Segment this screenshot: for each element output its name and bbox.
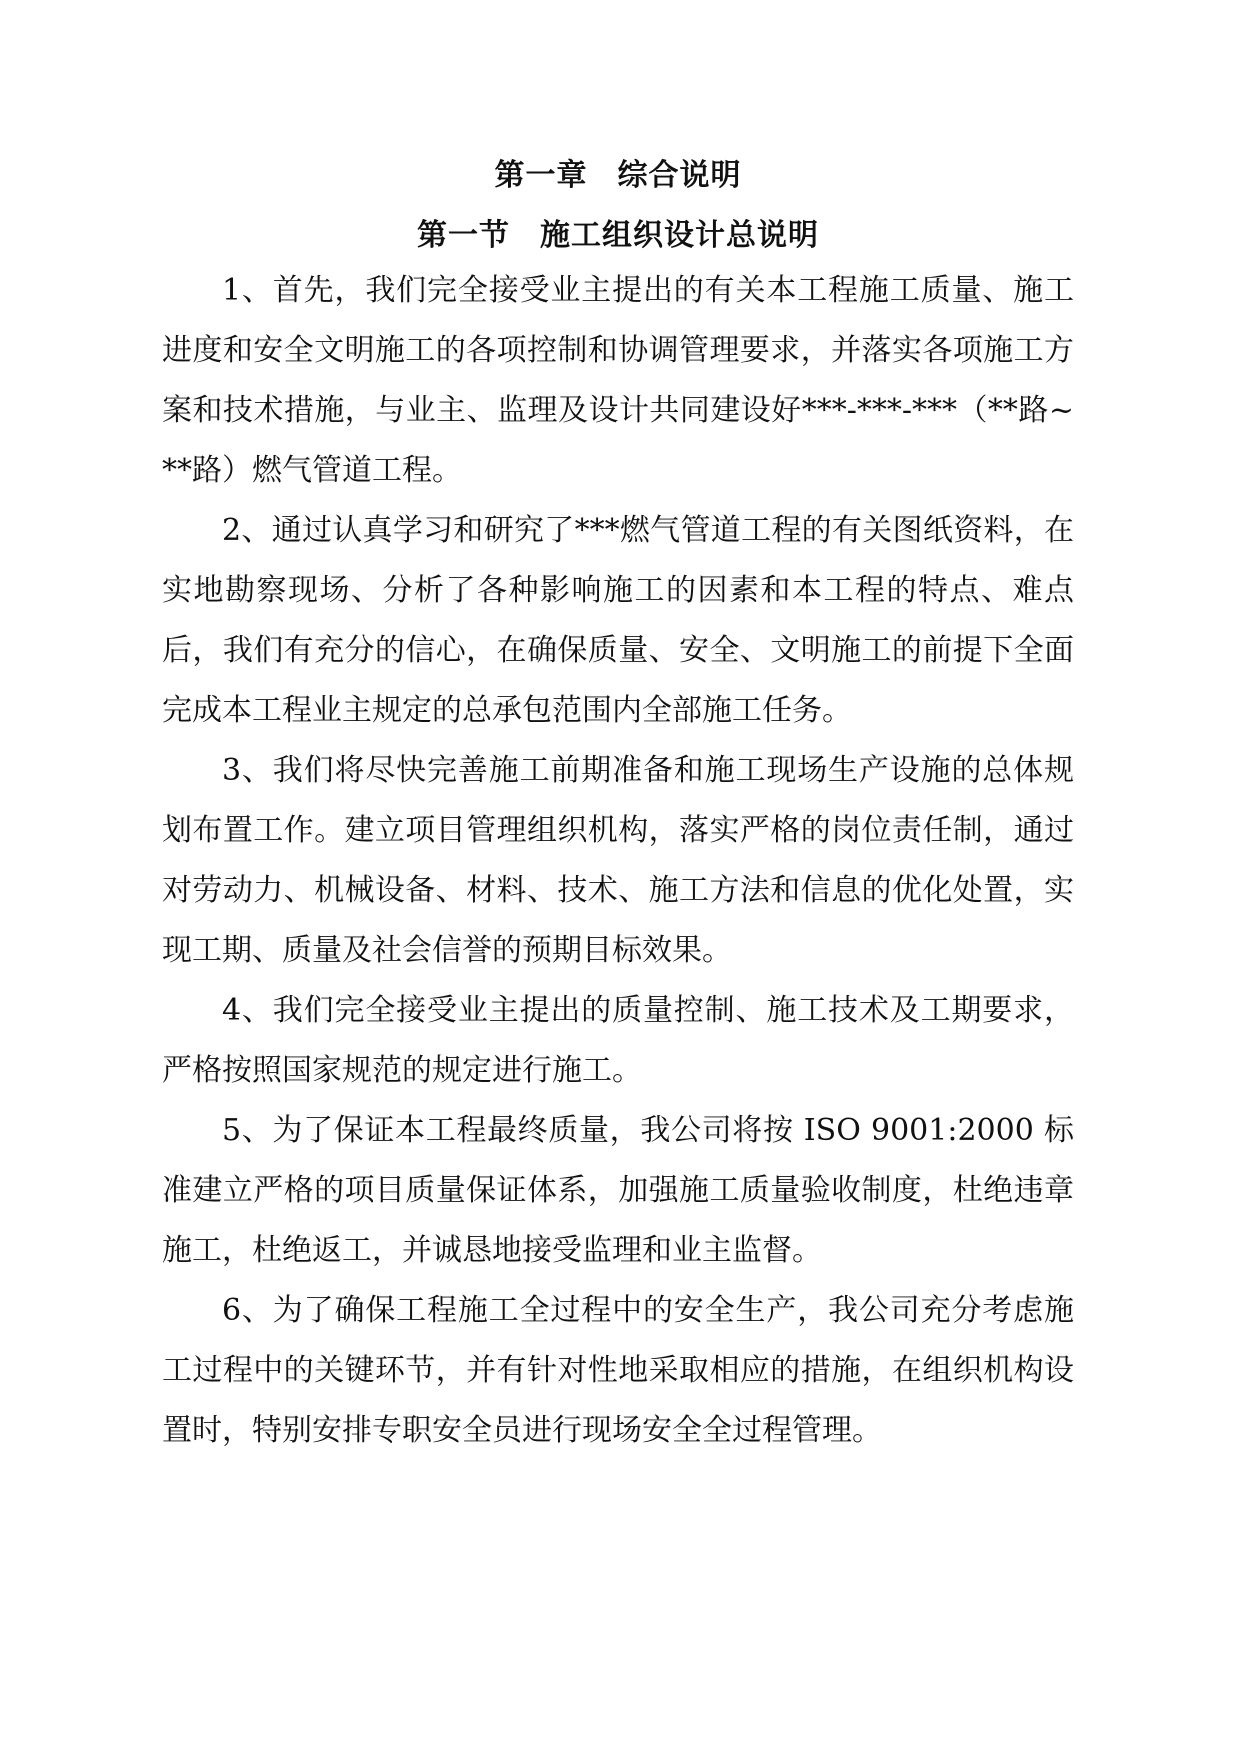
paragraph-2: 2、通过认真学习和研究了***燃气管道工程的有关图纸资料，在实地勘察现场、分析了各种影响施工的因素和本工程的特点、难点后，我们有充分的信心，在确保质量、安全、文明施工的前提下全面完成本工程业主规定的总承包范围内全部施工任务。 [162, 513, 1074, 728]
chapter-name: 综合说明 [617, 158, 742, 193]
paragraph-3: 3、我们将尽快完善施工前期准备和施工现场生产设施的总体规划布置工作。建立项目管理组织机构，落实严格的岗位责任制，通过对劳动力、机械设备、材料、技术、施工方法和信息的优化处置，实现工期、质量及社会信誉的预期目标效果。 [162, 753, 1074, 968]
paragraph-5: 5、为了保证本工程最终质量，我公司将按 ISO 9001:2000 标准建立严格的项目质量保证体系，加强施工质量验收制度，杜绝违章施工，杜绝返工，并诚恳地接受监理和业主监督。 [162, 1113, 1074, 1268]
section-number: 第一节 [417, 218, 510, 253]
paragraph-4: 4、我们完全接受业主提出的质量控制、施工技术及工期要求，严格按照国家规范的规定进行施工。 [162, 993, 1074, 1088]
chapter-title [162, 155, 1074, 197]
section-title [162, 215, 1074, 257]
document-page [162, 155, 1074, 1461]
paragraph-1: 1、首先，我们完全接受业主提出的有关本工程施工质量、施工进度和安全文明施工的各项控制和协调管理要求，并落实各项施工方案和技术措施，与业主、监理及设计共同建设好***-***-***（**路~**路）燃气管道工程。 [162, 273, 1074, 488]
section-name: 施工组织设计总说明 [540, 218, 819, 253]
chapter-number: 第一章 [494, 158, 588, 193]
paragraph-6: 6、为了确保工程施工全过程中的安全生产，我公司充分考虑施工过程中的关键环节，并有针对性地采取相应的措施，在组织机构设置时，特别安排专职安全员进行现场安全全过程管理。 [162, 1293, 1074, 1448]
